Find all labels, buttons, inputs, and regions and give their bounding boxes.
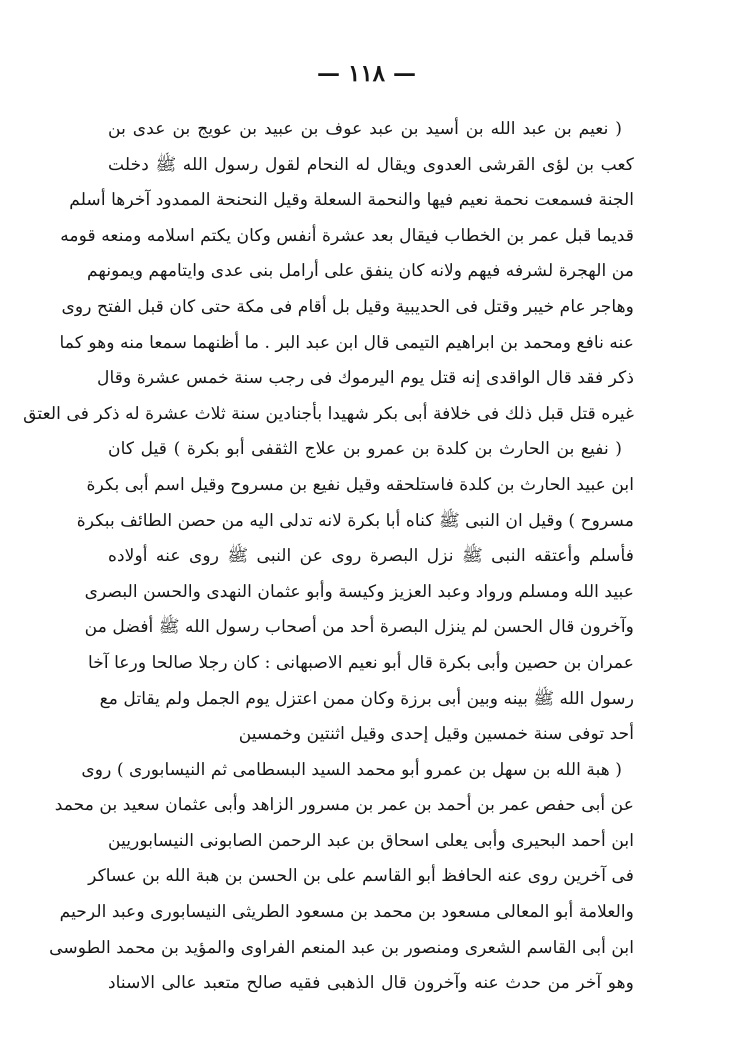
page-number: — ١١٨ — [316, 60, 417, 87]
text-line: قديما قبل عمر بن الخطاب فيقال بعد عشرة أنفس وكان يكتم اسلامه ومنعه قومه [60, 225, 634, 246]
text-line: غيره قتل قبل ذلك فى خلافة أبى بكر شهيدا بأجنادين سنة ثلاث عشرة له ذكر فى العتق [23, 403, 634, 424]
text-line: رسول الله ﷺ بينه وبين أبى برزة وكان ممن اعتزل يوم الجمل ولم يقاتل مع [99, 688, 634, 709]
text-line: والعلامة أبو المعالى مسعود بن محمد بن مسعود الطريثى النيسابورى وعبد الرحيم [59, 902, 634, 923]
text-line: ( نفيع بن الحارث بن كلدة بن عمرو بن علاج الثقفى أبو بكرة ) قيل كان [108, 439, 622, 460]
text-line: فأسلم وأعتقه النبى ﷺ نزل البصرة روى عن النبى ﷺ روى عنه أولاده [108, 546, 634, 567]
text-line: عنه نافع ومحمد بن ابراهيم التيمى قال ابن عبد البر . ما أظنهما سمعا منه وهو كما [59, 332, 634, 353]
text-line: وآخرون قال الحسن لم ينزل البصرة أحد من أصحاب رسول الله ﷺ أفضل من [84, 617, 634, 638]
text-line: ذكر فقد قال الواقدى إنه قتل يوم اليرموك فى رجب سنة خمس عشرة وقال [97, 368, 634, 389]
text-line: مسروح ) وقيل ان النبى ﷺ كناه أبا بكرة لانه تدلى اليه من حصن الطائف ببكرة [76, 510, 634, 531]
text-line: عبيد الله ومسلم ورواد وعبد العزيز وكيسة وأبو عثمان النهدى والحسن البصرى [84, 581, 634, 602]
text-line: عمران بن حصين وأبى بكرة قال أبو نعيم الاصبهانى : كان رجلا صالحا ورعا آخا [87, 652, 634, 673]
text-line: وهاجر عام خيبر وقتل فى الحديبية وقيل بل أقام فى مكة حتى كان قبل الفتح روى [61, 296, 634, 317]
text-line: عن أبى حفص عمر بن أحمد بن عمر بن مسرور الزاهد وأبى عثمان سعيد بن محمد [54, 795, 634, 816]
text-line: ابن أبى القاسم الشعرى ومنصور بن عبد المنعم الفراوى والمؤيد بن محمد الطوسى [49, 937, 634, 958]
text-line: الجنة فسمعت نحمة نعيم فيها والنحمة السعلة وقيل النحنحة الممدود آخرها أسلم [69, 190, 634, 211]
text-line: ابن عبيد الحارث بن كلدة فاستلحقه وقيل نفيع بن مسروح وقيل اسم أبى بكرة [86, 474, 634, 495]
text-line: أحد توفى سنة خمسين وقيل إحدى وقيل اثنتين وخمسين [238, 724, 634, 745]
text-line: من الهجرة لشرفه فيهم ولانه كان ينفق على أرامل بنى عدى وايتامهم ويمونهم [86, 261, 634, 282]
text-line: وهو آخر من حدث عنه وآخرون قال الذهبى فقيه صالح متعبد عالى الاسناد [108, 973, 634, 994]
text-line: ( هبة الله بن سهل بن عمرو أبو محمد السيد البسطامى ثم النيسابورى ) روى [81, 759, 622, 780]
text-line: ( نعيم بن عبد الله بن أسيد بن عبد عوف بن عبيد بن عويج بن عدى بن [108, 119, 622, 139]
text-block [23, 112, 634, 1002]
text-line: كعب بن لؤى القرشى العدوى ويقال له النحام لقول رسول الله ﷺ دخلت [108, 154, 634, 175]
text-line: فى آخرين روى عنه الحافظ أبو القاسم على بن الحسن بن هبة الله بن عساكر [88, 866, 634, 887]
text-line: ابن أحمد البحيرى وأبى يعلى اسحاق بن عبد الرحمن الصابونى النيسابوريين [108, 830, 634, 851]
